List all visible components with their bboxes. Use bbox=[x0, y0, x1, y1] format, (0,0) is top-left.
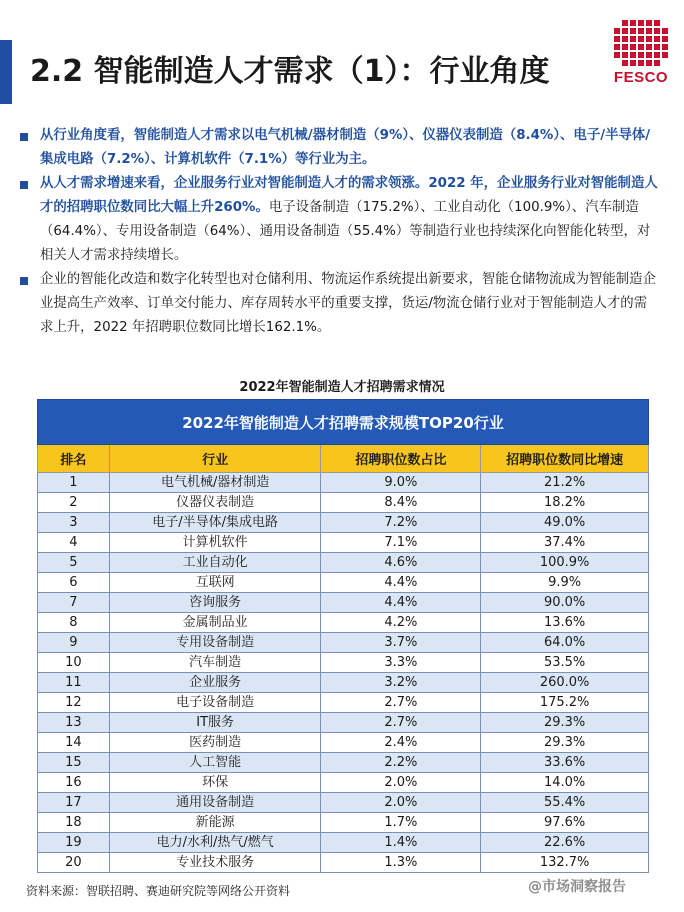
growth-cell: 53.5% bbox=[481, 653, 649, 673]
table-title: 2022年智能制造人才招聘需求规模TOP20行业 bbox=[38, 400, 649, 445]
rank-cell: 12 bbox=[38, 693, 110, 713]
table-row bbox=[38, 473, 649, 493]
growth-cell: 13.6% bbox=[481, 613, 649, 633]
table-row bbox=[38, 573, 649, 593]
table-row bbox=[38, 613, 649, 633]
share-cell: 1.7% bbox=[321, 813, 481, 833]
column-header-industry: 行业 bbox=[109, 445, 321, 473]
table-row bbox=[38, 493, 649, 513]
industry-cell: 工业自动化 bbox=[109, 553, 321, 573]
industry-table bbox=[37, 399, 649, 873]
share-cell: 4.2% bbox=[321, 613, 481, 633]
industry-cell: 电力/水利/热气/燃气 bbox=[109, 833, 321, 853]
rank-cell: 13 bbox=[38, 713, 110, 733]
growth-cell: 100.9% bbox=[481, 553, 649, 573]
share-cell: 9.0% bbox=[321, 473, 481, 493]
rank-cell: 3 bbox=[38, 513, 110, 533]
table-row bbox=[38, 773, 649, 793]
share-cell: 2.4% bbox=[321, 733, 481, 753]
fesco-logo bbox=[610, 20, 672, 86]
table-header-row bbox=[38, 445, 649, 473]
industry-cell: 金属制品业 bbox=[109, 613, 321, 633]
rank-cell: 10 bbox=[38, 653, 110, 673]
share-cell: 2.2% bbox=[321, 753, 481, 773]
page-title: 2.2 智能制造人才需求（1）：行业角度 bbox=[30, 54, 550, 89]
fesco-dot-grid-icon bbox=[614, 20, 668, 66]
industry-cell: 电气机械/器材制造 bbox=[109, 473, 321, 493]
rank-cell: 11 bbox=[38, 673, 110, 693]
industry-cell: 仪器仪表制造 bbox=[109, 493, 321, 513]
share-cell: 1.3% bbox=[321, 853, 481, 873]
column-header-growth: 招聘职位数同比增速 bbox=[481, 445, 649, 473]
rank-cell: 1 bbox=[38, 473, 110, 493]
share-cell: 1.4% bbox=[321, 833, 481, 853]
table-row bbox=[38, 533, 649, 553]
growth-cell: 97.6% bbox=[481, 813, 649, 833]
growth-cell: 55.4% bbox=[481, 793, 649, 813]
share-cell: 2.0% bbox=[321, 793, 481, 813]
table-row bbox=[38, 673, 649, 693]
growth-cell: 21.2% bbox=[481, 473, 649, 493]
share-cell: 4.4% bbox=[321, 573, 481, 593]
bullet-text: 电子设备制造（175.2%）、工业自动化（100.9%）、汽车制造（64.4%）、专用设备制造（64%）、通用设备制造（55.4%）等制造行业也持续深化向智能化转型，对相关人才需求持续增长。 bbox=[40, 200, 651, 263]
industry-cell: 新能源 bbox=[109, 813, 321, 833]
bullet-item-2 bbox=[18, 172, 658, 268]
table-row bbox=[38, 833, 649, 853]
rank-cell: 8 bbox=[38, 613, 110, 633]
share-cell: 4.4% bbox=[321, 593, 481, 613]
rank-cell: 6 bbox=[38, 573, 110, 593]
share-cell: 7.2% bbox=[321, 513, 481, 533]
table-caption: 2022年智能制造人才招聘需求情况 bbox=[239, 380, 445, 395]
industry-cell: 医药制造 bbox=[109, 733, 321, 753]
bullet-list bbox=[18, 124, 658, 340]
table-row bbox=[38, 753, 649, 773]
rank-cell: 9 bbox=[38, 633, 110, 653]
table-row bbox=[38, 593, 649, 613]
rank-cell: 2 bbox=[38, 493, 110, 513]
growth-cell: 29.3% bbox=[481, 733, 649, 753]
bullet-text: 企业的智能化改造和数字化转型也对仓储利用、物流运作系统提出新要求，智能仓储物流成为智能制造企业提高生产效率、订单交付能力、库存周转水平的重要支撑，货运/物流仓储行业对于智能制造人才的需求上升，2022 年招聘职位数同比增长162.1%。 bbox=[40, 272, 656, 335]
growth-cell: 18.2% bbox=[481, 493, 649, 513]
table-title-row bbox=[38, 400, 649, 445]
column-header-rank: 排名 bbox=[38, 445, 110, 473]
industry-cell: 环保 bbox=[109, 773, 321, 793]
rank-cell: 15 bbox=[38, 753, 110, 773]
industry-cell: 通用设备制造 bbox=[109, 793, 321, 813]
rank-cell: 20 bbox=[38, 853, 110, 873]
bullet-bold-text: 从行业角度看，智能制造人才需求以电气机械/器材制造（9%）、仪器仪表制造（8.4%）、电子/半导体/集成电路（7.2%）、计算机软件（7.1%）等行业为主。 bbox=[40, 128, 651, 167]
growth-cell: 14.0% bbox=[481, 773, 649, 793]
bullet-item-3 bbox=[18, 268, 658, 340]
growth-cell: 260.0% bbox=[481, 673, 649, 693]
title-accent-bar bbox=[0, 40, 12, 104]
share-cell: 2.7% bbox=[321, 693, 481, 713]
industry-cell: 电子设备制造 bbox=[109, 693, 321, 713]
growth-cell: 175.2% bbox=[481, 693, 649, 713]
logo-text: FESCO bbox=[613, 69, 669, 86]
rank-cell: 14 bbox=[38, 733, 110, 753]
bullet-bold-text: 从人才需求增速来看，企业服务行业对智能制造人才的需求领涨。2022 年，企业服务行业对智能制造人才的招聘职位数同比大幅上升260%。 bbox=[40, 176, 658, 215]
growth-cell: 90.0% bbox=[481, 593, 649, 613]
industry-cell: 专用设备制造 bbox=[109, 633, 321, 653]
industry-cell: 咨询服务 bbox=[109, 593, 321, 613]
growth-cell: 132.7% bbox=[481, 853, 649, 873]
growth-cell: 9.9% bbox=[481, 573, 649, 593]
growth-cell: 29.3% bbox=[481, 713, 649, 733]
share-cell: 3.7% bbox=[321, 633, 481, 653]
share-cell: 3.2% bbox=[321, 673, 481, 693]
share-cell: 2.0% bbox=[321, 773, 481, 793]
table-row bbox=[38, 813, 649, 833]
industry-cell: 人工智能 bbox=[109, 753, 321, 773]
share-cell: 3.3% bbox=[321, 653, 481, 673]
bullet-square-icon bbox=[20, 181, 28, 189]
rank-cell: 17 bbox=[38, 793, 110, 813]
bullet-square-icon bbox=[20, 133, 28, 141]
watermark: @市场洞察报告 bbox=[528, 879, 626, 895]
growth-cell: 33.6% bbox=[481, 753, 649, 773]
industry-cell: 专业技术服务 bbox=[109, 853, 321, 873]
column-header-share: 招聘职位数占比 bbox=[321, 445, 481, 473]
growth-cell: 64.0% bbox=[481, 633, 649, 653]
source-note: 资料来源：智联招聘、赛迪研究院等网络公开资料 bbox=[26, 884, 291, 898]
share-cell: 7.1% bbox=[321, 533, 481, 553]
table-row bbox=[38, 853, 649, 873]
growth-cell: 37.4% bbox=[481, 533, 649, 553]
growth-cell: 49.0% bbox=[481, 513, 649, 533]
table-row bbox=[38, 653, 649, 673]
industry-cell: 企业服务 bbox=[109, 673, 321, 693]
share-cell: 8.4% bbox=[321, 493, 481, 513]
industry-cell: 电子/半导体/集成电路 bbox=[109, 513, 321, 533]
table-row bbox=[38, 633, 649, 653]
rank-cell: 7 bbox=[38, 593, 110, 613]
bullet-square-icon bbox=[20, 277, 28, 285]
table-row bbox=[38, 793, 649, 813]
table-row bbox=[38, 713, 649, 733]
industry-cell: 汽车制造 bbox=[109, 653, 321, 673]
share-cell: 2.7% bbox=[321, 713, 481, 733]
table-row bbox=[38, 513, 649, 533]
table-row bbox=[38, 553, 649, 573]
table-row bbox=[38, 733, 649, 753]
growth-cell: 22.6% bbox=[481, 833, 649, 853]
industry-cell: IT服务 bbox=[109, 713, 321, 733]
industry-cell: 互联网 bbox=[109, 573, 321, 593]
bullet-item-1 bbox=[18, 124, 658, 172]
rank-cell: 19 bbox=[38, 833, 110, 853]
rank-cell: 18 bbox=[38, 813, 110, 833]
rank-cell: 5 bbox=[38, 553, 110, 573]
industry-cell: 计算机软件 bbox=[109, 533, 321, 553]
rank-cell: 4 bbox=[38, 533, 110, 553]
table-row bbox=[38, 693, 649, 713]
rank-cell: 16 bbox=[38, 773, 110, 793]
share-cell: 4.6% bbox=[321, 553, 481, 573]
